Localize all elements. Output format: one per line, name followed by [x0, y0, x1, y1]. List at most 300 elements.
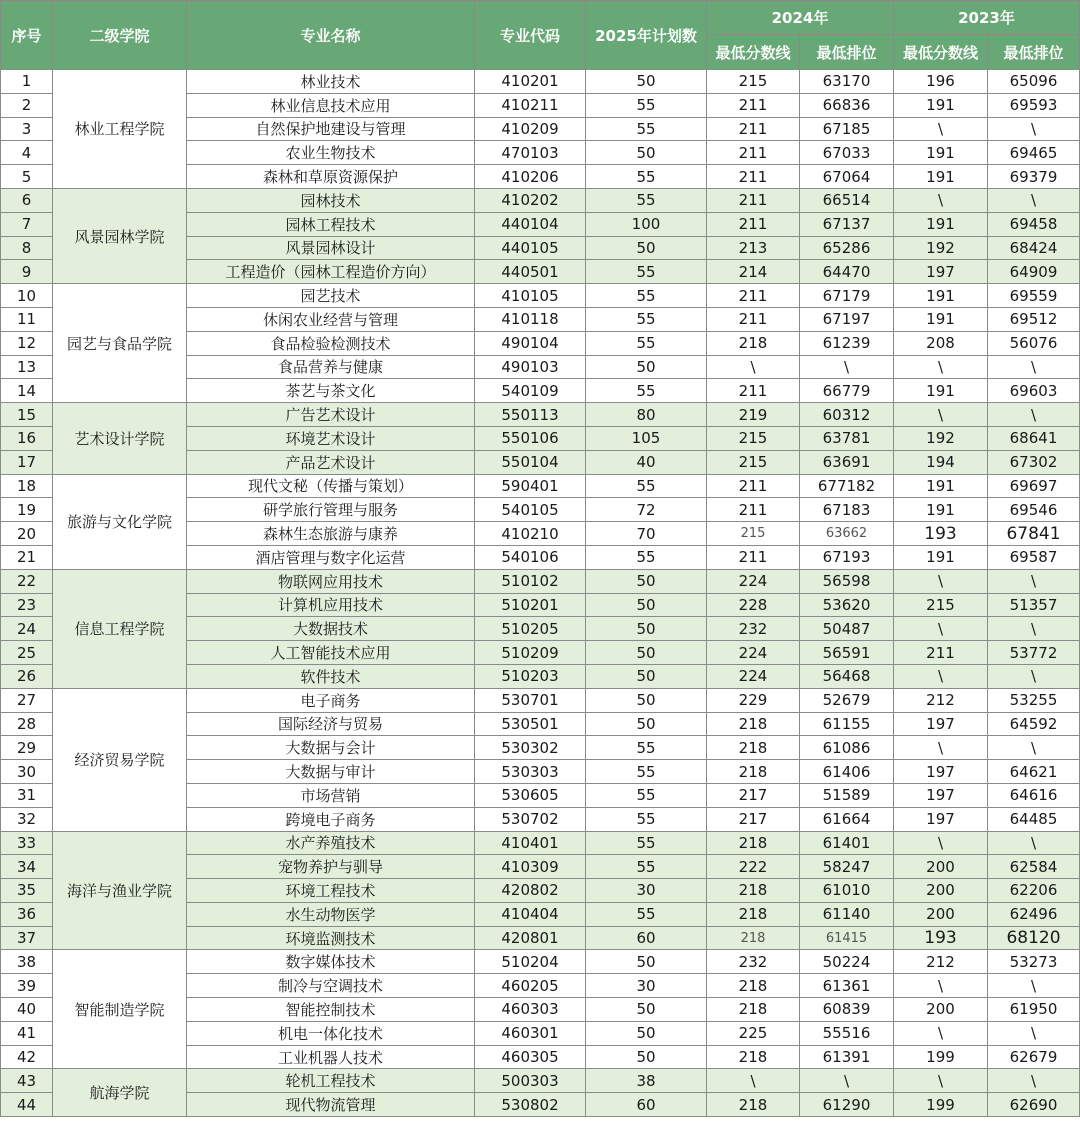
college-cell: 旅游与文化学院 — [53, 474, 187, 569]
seq-cell: 27 — [1, 688, 53, 712]
major-code-cell: 410202 — [475, 188, 586, 212]
major-name-cell: 广告艺术设计 — [187, 403, 475, 427]
min-rank-2023-cell: 69379 — [988, 165, 1080, 189]
seq-cell: 19 — [1, 498, 53, 522]
seq-cell: 4 — [1, 141, 53, 165]
min-rank-2023-cell: 68641 — [988, 426, 1080, 450]
major-name-cell: 水生动物医学 — [187, 902, 475, 926]
header-college: 二级学院 — [53, 1, 187, 70]
min-score-2024-cell: 218 — [707, 879, 800, 903]
min-score-2024-cell: 215 — [707, 70, 800, 94]
major-code-cell: 550104 — [475, 450, 586, 474]
min-score-2024-cell: 211 — [707, 284, 800, 308]
min-rank-2023-cell: 62679 — [988, 1045, 1080, 1069]
min-score-2023-cell: \ — [894, 664, 988, 688]
min-rank-2024-cell: 67197 — [800, 307, 894, 331]
min-rank-2024-cell: 66779 — [800, 379, 894, 403]
min-score-2024-cell: 222 — [707, 855, 800, 879]
major-code-cell: 530802 — [475, 1093, 586, 1117]
major-code-cell: 510205 — [475, 617, 586, 641]
min-rank-2023-cell: 67302 — [988, 450, 1080, 474]
major-name-cell: 水产养殖技术 — [187, 831, 475, 855]
min-score-2024-cell: 218 — [707, 760, 800, 784]
min-score-2023-cell: 191 — [894, 141, 988, 165]
min-rank-2024-cell: 50487 — [800, 617, 894, 641]
min-rank-2023-cell: \ — [988, 117, 1080, 141]
table-row — [1, 403, 1080, 427]
major-name-cell: 园林工程技术 — [187, 212, 475, 236]
min-score-2024-cell: 218 — [707, 1045, 800, 1069]
min-score-2023-cell: 211 — [894, 641, 988, 665]
major-code-cell: 510203 — [475, 664, 586, 688]
seq-cell: 43 — [1, 1069, 53, 1093]
header-plan-2025: 2025年计划数 — [586, 1, 707, 70]
min-rank-2024-cell: 52679 — [800, 688, 894, 712]
seq-cell: 3 — [1, 117, 53, 141]
min-rank-2023-cell: 62496 — [988, 902, 1080, 926]
min-score-2023-cell: 191 — [894, 212, 988, 236]
min-score-2024-cell: 211 — [707, 307, 800, 331]
min-rank-2023-cell: 65096 — [988, 70, 1080, 94]
min-score-2024-cell: 218 — [707, 1093, 800, 1117]
min-score-2024-cell: 218 — [707, 831, 800, 855]
major-code-cell: 410401 — [475, 831, 586, 855]
min-score-2024-cell: 215 — [707, 426, 800, 450]
min-rank-2023-cell: 53255 — [988, 688, 1080, 712]
min-rank-2023-cell: \ — [988, 1021, 1080, 1045]
min-rank-2023-cell: 51357 — [988, 593, 1080, 617]
min-score-2023-cell: 191 — [894, 284, 988, 308]
min-rank-2023-cell: \ — [988, 1069, 1080, 1093]
min-rank-2024-cell: 66836 — [800, 93, 894, 117]
min-rank-2024-cell: 61401 — [800, 831, 894, 855]
min-rank-2024-cell: 60839 — [800, 998, 894, 1022]
min-score-2024-cell: 211 — [707, 379, 800, 403]
major-code-cell: 540106 — [475, 545, 586, 569]
min-rank-2024-cell: 61415 — [800, 926, 894, 950]
plan-2025-cell: 55 — [586, 379, 707, 403]
min-rank-2024-cell: 53620 — [800, 593, 894, 617]
min-rank-2023-cell: \ — [988, 831, 1080, 855]
min-rank-2024-cell: 61664 — [800, 807, 894, 831]
min-score-2023-cell: 194 — [894, 450, 988, 474]
min-rank-2024-cell: 61361 — [800, 974, 894, 998]
plan-2025-cell: 55 — [586, 807, 707, 831]
seq-cell: 9 — [1, 260, 53, 284]
min-rank-2023-cell: 64909 — [988, 260, 1080, 284]
plan-2025-cell: 105 — [586, 426, 707, 450]
seq-cell: 41 — [1, 1021, 53, 1045]
min-score-2024-cell: 211 — [707, 545, 800, 569]
major-name-cell: 园艺技术 — [187, 284, 475, 308]
major-name-cell: 食品检验检测技术 — [187, 331, 475, 355]
min-score-2024-cell: 217 — [707, 807, 800, 831]
plan-2025-cell: 55 — [586, 902, 707, 926]
plan-2025-cell: 100 — [586, 212, 707, 236]
major-name-cell: 电子商务 — [187, 688, 475, 712]
table-header — [1, 1, 1080, 70]
min-rank-2023-cell: 62206 — [988, 879, 1080, 903]
min-score-2024-cell: 228 — [707, 593, 800, 617]
min-rank-2023-cell: 62584 — [988, 855, 1080, 879]
major-name-cell: 茶艺与茶文化 — [187, 379, 475, 403]
plan-2025-cell: 55 — [586, 117, 707, 141]
min-rank-2024-cell: 63662 — [800, 522, 894, 546]
min-score-2024-cell: 214 — [707, 260, 800, 284]
seq-cell: 22 — [1, 569, 53, 593]
min-score-2023-cell: 191 — [894, 307, 988, 331]
major-name-cell: 数字媒体技术 — [187, 950, 475, 974]
plan-2025-cell: 55 — [586, 284, 707, 308]
major-name-cell: 森林生态旅游与康养 — [187, 522, 475, 546]
seq-cell: 6 — [1, 188, 53, 212]
min-rank-2024-cell: 63691 — [800, 450, 894, 474]
plan-2025-cell: 55 — [586, 331, 707, 355]
min-rank-2024-cell: 61391 — [800, 1045, 894, 1069]
min-score-2023-cell: 197 — [894, 783, 988, 807]
major-name-cell: 市场营销 — [187, 783, 475, 807]
plan-2025-cell: 60 — [586, 926, 707, 950]
min-score-2023-cell: 199 — [894, 1045, 988, 1069]
min-rank-2024-cell: 61406 — [800, 760, 894, 784]
major-code-cell: 460305 — [475, 1045, 586, 1069]
header-year-2023: 2023年 — [894, 1, 1080, 35]
table-row — [1, 831, 1080, 855]
seq-cell: 33 — [1, 831, 53, 855]
major-code-cell: 530302 — [475, 736, 586, 760]
seq-cell: 26 — [1, 664, 53, 688]
major-name-cell: 林业信息技术应用 — [187, 93, 475, 117]
major-code-cell: 530605 — [475, 783, 586, 807]
seq-cell: 21 — [1, 545, 53, 569]
table-row — [1, 474, 1080, 498]
min-score-2023-cell: \ — [894, 974, 988, 998]
min-score-2023-cell: 191 — [894, 93, 988, 117]
seq-cell: 29 — [1, 736, 53, 760]
header-seq: 序号 — [1, 1, 53, 70]
min-rank-2023-cell: 53273 — [988, 950, 1080, 974]
major-name-cell: 工程造价（园林工程造价方向） — [187, 260, 475, 284]
major-code-cell: 460303 — [475, 998, 586, 1022]
seq-cell: 23 — [1, 593, 53, 617]
min-score-2023-cell: \ — [894, 1069, 988, 1093]
college-cell: 智能制造学院 — [53, 950, 187, 1069]
major-code-cell: 550113 — [475, 403, 586, 427]
seq-cell: 11 — [1, 307, 53, 331]
min-score-2024-cell: 224 — [707, 569, 800, 593]
min-score-2023-cell: 199 — [894, 1093, 988, 1117]
min-score-2023-cell: 192 — [894, 236, 988, 260]
min-rank-2023-cell: 64616 — [988, 783, 1080, 807]
min-rank-2024-cell: 64470 — [800, 260, 894, 284]
min-score-2023-cell: 200 — [894, 879, 988, 903]
plan-2025-cell: 50 — [586, 688, 707, 712]
major-code-cell: 490104 — [475, 331, 586, 355]
min-rank-2024-cell: 60312 — [800, 403, 894, 427]
min-rank-2024-cell: 56468 — [800, 664, 894, 688]
college-cell: 航海学院 — [53, 1069, 187, 1117]
major-code-cell: 530501 — [475, 712, 586, 736]
major-name-cell: 农业生物技术 — [187, 141, 475, 165]
college-cell: 海洋与渔业学院 — [53, 831, 187, 950]
major-code-cell: 410309 — [475, 855, 586, 879]
min-score-2024-cell: 217 — [707, 783, 800, 807]
major-code-cell: 440104 — [475, 212, 586, 236]
major-code-cell: 410206 — [475, 165, 586, 189]
major-code-cell: 540105 — [475, 498, 586, 522]
min-rank-2024-cell: 67033 — [800, 141, 894, 165]
college-cell: 信息工程学院 — [53, 569, 187, 688]
major-code-cell: 410210 — [475, 522, 586, 546]
plan-2025-cell: 55 — [586, 831, 707, 855]
seq-cell: 13 — [1, 355, 53, 379]
min-score-2023-cell: 212 — [894, 950, 988, 974]
major-code-cell: 590401 — [475, 474, 586, 498]
plan-2025-cell: 50 — [586, 569, 707, 593]
plan-2025-cell: 50 — [586, 641, 707, 665]
min-score-2023-cell: 191 — [894, 379, 988, 403]
min-score-2024-cell: 218 — [707, 331, 800, 355]
plan-2025-cell: 50 — [586, 664, 707, 688]
plan-2025-cell: 55 — [586, 855, 707, 879]
min-rank-2024-cell: 67064 — [800, 165, 894, 189]
major-name-cell: 轮机工程技术 — [187, 1069, 475, 1093]
table-row — [1, 188, 1080, 212]
college-cell: 林业工程学院 — [53, 70, 187, 189]
seq-cell: 16 — [1, 426, 53, 450]
table-row — [1, 950, 1080, 974]
seq-cell: 38 — [1, 950, 53, 974]
plan-2025-cell: 55 — [586, 260, 707, 284]
table-row — [1, 284, 1080, 308]
min-score-2024-cell: 232 — [707, 950, 800, 974]
plan-2025-cell: 30 — [586, 974, 707, 998]
major-name-cell: 跨境电子商务 — [187, 807, 475, 831]
seq-cell: 2 — [1, 93, 53, 117]
major-code-cell: 460301 — [475, 1021, 586, 1045]
min-score-2023-cell: 196 — [894, 70, 988, 94]
seq-cell: 1 — [1, 70, 53, 94]
min-rank-2023-cell: \ — [988, 736, 1080, 760]
major-name-cell: 休闲农业经营与管理 — [187, 307, 475, 331]
major-code-cell: 440501 — [475, 260, 586, 284]
min-rank-2024-cell: 61290 — [800, 1093, 894, 1117]
min-score-2023-cell: 191 — [894, 165, 988, 189]
min-score-2023-cell: \ — [894, 569, 988, 593]
major-name-cell: 林业技术 — [187, 70, 475, 94]
min-rank-2023-cell: 64621 — [988, 760, 1080, 784]
min-score-2024-cell: 211 — [707, 212, 800, 236]
header-major-name: 专业名称 — [187, 1, 475, 70]
min-score-2024-cell: 224 — [707, 664, 800, 688]
min-score-2023-cell: 191 — [894, 545, 988, 569]
major-name-cell: 食品营养与健康 — [187, 355, 475, 379]
min-score-2024-cell: 211 — [707, 188, 800, 212]
min-score-2023-cell: 193 — [894, 522, 988, 546]
plan-2025-cell: 60 — [586, 1093, 707, 1117]
plan-2025-cell: 38 — [586, 1069, 707, 1093]
header-major-code: 专业代码 — [475, 1, 586, 70]
plan-2025-cell: 30 — [586, 879, 707, 903]
seq-cell: 36 — [1, 902, 53, 926]
min-score-2024-cell: 215 — [707, 522, 800, 546]
seq-cell: 15 — [1, 403, 53, 427]
min-score-2024-cell: 229 — [707, 688, 800, 712]
min-rank-2024-cell: 67193 — [800, 545, 894, 569]
major-name-cell: 园林技术 — [187, 188, 475, 212]
min-score-2023-cell: 200 — [894, 998, 988, 1022]
min-rank-2023-cell: \ — [988, 188, 1080, 212]
min-score-2024-cell: 218 — [707, 902, 800, 926]
major-name-cell: 森林和草原资源保护 — [187, 165, 475, 189]
min-rank-2023-cell: 56076 — [988, 331, 1080, 355]
min-rank-2024-cell: 61140 — [800, 902, 894, 926]
major-name-cell: 研学旅行管理与服务 — [187, 498, 475, 522]
min-rank-2024-cell: 63781 — [800, 426, 894, 450]
college-cell: 经济贸易学院 — [53, 688, 187, 831]
min-score-2023-cell: \ — [894, 736, 988, 760]
min-score-2023-cell: 208 — [894, 331, 988, 355]
major-code-cell: 510209 — [475, 641, 586, 665]
major-name-cell: 宠物养护与驯导 — [187, 855, 475, 879]
major-name-cell: 大数据与会计 — [187, 736, 475, 760]
plan-2025-cell: 50 — [586, 355, 707, 379]
major-name-cell: 大数据技术 — [187, 617, 475, 641]
major-code-cell: 510201 — [475, 593, 586, 617]
plan-2025-cell: 40 — [586, 450, 707, 474]
plan-2025-cell: 50 — [586, 70, 707, 94]
min-score-2024-cell: 213 — [707, 236, 800, 260]
min-rank-2023-cell: 69593 — [988, 93, 1080, 117]
min-rank-2023-cell: 68424 — [988, 236, 1080, 260]
major-name-cell: 大数据与审计 — [187, 760, 475, 784]
plan-2025-cell: 55 — [586, 736, 707, 760]
seq-cell: 28 — [1, 712, 53, 736]
major-code-cell: 420802 — [475, 879, 586, 903]
major-code-cell: 510102 — [475, 569, 586, 593]
min-score-2023-cell: \ — [894, 188, 988, 212]
min-rank-2024-cell: 67137 — [800, 212, 894, 236]
min-score-2023-cell: 197 — [894, 807, 988, 831]
plan-2025-cell: 50 — [586, 712, 707, 736]
major-code-cell: 410211 — [475, 93, 586, 117]
seq-cell: 24 — [1, 617, 53, 641]
min-score-2024-cell: \ — [707, 355, 800, 379]
major-code-cell: 490103 — [475, 355, 586, 379]
min-score-2024-cell: 211 — [707, 165, 800, 189]
min-score-2024-cell: 211 — [707, 474, 800, 498]
major-code-cell: 500303 — [475, 1069, 586, 1093]
min-score-2024-cell: 218 — [707, 974, 800, 998]
min-rank-2024-cell: 67183 — [800, 498, 894, 522]
min-rank-2023-cell: 69465 — [988, 141, 1080, 165]
plan-2025-cell: 50 — [586, 1021, 707, 1045]
seq-cell: 14 — [1, 379, 53, 403]
min-rank-2023-cell: 64485 — [988, 807, 1080, 831]
table-row — [1, 688, 1080, 712]
min-rank-2023-cell: \ — [988, 617, 1080, 641]
min-score-2024-cell: 211 — [707, 498, 800, 522]
min-score-2023-cell: \ — [894, 403, 988, 427]
min-score-2024-cell: 215 — [707, 450, 800, 474]
header-2024-min-score: 最低分数线 — [707, 35, 800, 70]
major-name-cell: 软件技术 — [187, 664, 475, 688]
major-name-cell: 物联网应用技术 — [187, 569, 475, 593]
table-body — [1, 70, 1080, 1117]
plan-2025-cell: 50 — [586, 236, 707, 260]
min-rank-2024-cell: \ — [800, 355, 894, 379]
plan-2025-cell: 55 — [586, 760, 707, 784]
min-rank-2023-cell: 69559 — [988, 284, 1080, 308]
major-code-cell: 510204 — [475, 950, 586, 974]
major-code-cell: 410118 — [475, 307, 586, 331]
min-score-2023-cell: 212 — [894, 688, 988, 712]
major-name-cell: 现代文秘（传播与策划） — [187, 474, 475, 498]
min-rank-2024-cell: 61155 — [800, 712, 894, 736]
min-score-2023-cell: 193 — [894, 926, 988, 950]
major-name-cell: 国际经济与贸易 — [187, 712, 475, 736]
plan-2025-cell: 50 — [586, 1045, 707, 1069]
major-name-cell: 工业机器人技术 — [187, 1045, 475, 1069]
major-name-cell: 环境艺术设计 — [187, 426, 475, 450]
major-name-cell: 环境监测技术 — [187, 926, 475, 950]
header-year-2024: 2024年 — [707, 1, 894, 35]
min-rank-2023-cell: 69546 — [988, 498, 1080, 522]
min-rank-2024-cell: 65286 — [800, 236, 894, 260]
seq-cell: 40 — [1, 998, 53, 1022]
min-rank-2023-cell: \ — [988, 355, 1080, 379]
major-name-cell: 现代物流管理 — [187, 1093, 475, 1117]
min-score-2024-cell: 211 — [707, 93, 800, 117]
college-cell: 园艺与食品学院 — [53, 284, 187, 403]
min-score-2024-cell: 219 — [707, 403, 800, 427]
min-rank-2024-cell: 63170 — [800, 70, 894, 94]
seq-cell: 12 — [1, 331, 53, 355]
seq-cell: 5 — [1, 165, 53, 189]
major-code-cell: 530303 — [475, 760, 586, 784]
seq-cell: 34 — [1, 855, 53, 879]
min-score-2024-cell: 225 — [707, 1021, 800, 1045]
plan-2025-cell: 70 — [586, 522, 707, 546]
header-2023-min-rank: 最低排位 — [988, 35, 1080, 70]
min-rank-2023-cell: 69603 — [988, 379, 1080, 403]
seq-cell: 17 — [1, 450, 53, 474]
seq-cell: 32 — [1, 807, 53, 831]
major-code-cell: 540109 — [475, 379, 586, 403]
plan-2025-cell: 50 — [586, 998, 707, 1022]
college-cell: 艺术设计学院 — [53, 403, 187, 474]
major-code-cell: 410105 — [475, 284, 586, 308]
major-code-cell: 410209 — [475, 117, 586, 141]
min-score-2024-cell: 218 — [707, 736, 800, 760]
plan-2025-cell: 50 — [586, 593, 707, 617]
plan-2025-cell: 80 — [586, 403, 707, 427]
min-rank-2023-cell: \ — [988, 664, 1080, 688]
min-rank-2023-cell: 69458 — [988, 212, 1080, 236]
seq-cell: 18 — [1, 474, 53, 498]
min-score-2024-cell: 218 — [707, 926, 800, 950]
seq-cell: 31 — [1, 783, 53, 807]
plan-2025-cell: 55 — [586, 474, 707, 498]
major-name-cell: 制冷与空调技术 — [187, 974, 475, 998]
min-score-2023-cell: \ — [894, 117, 988, 141]
min-score-2023-cell: 191 — [894, 498, 988, 522]
min-rank-2023-cell: \ — [988, 569, 1080, 593]
seq-cell: 30 — [1, 760, 53, 784]
major-code-cell: 530702 — [475, 807, 586, 831]
major-name-cell: 环境工程技术 — [187, 879, 475, 903]
min-rank-2023-cell: \ — [988, 403, 1080, 427]
